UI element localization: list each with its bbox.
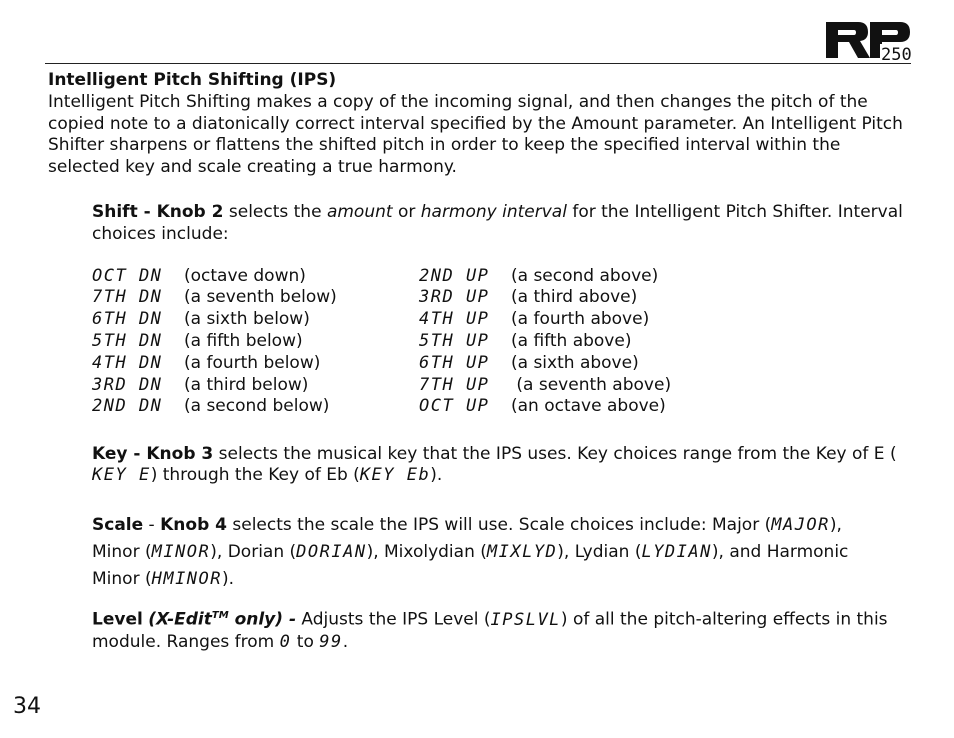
level-code: IPSLVL bbox=[490, 609, 561, 630]
interval-row: OCT DN (octave down) bbox=[92, 265, 306, 286]
interval-row: 2ND UP (a second above) bbox=[419, 265, 659, 286]
page-number: 34 bbox=[13, 694, 41, 719]
interval-row: 7TH DN (a seventh below) bbox=[92, 287, 337, 308]
interval-row: 7TH UP (a seventh above) bbox=[419, 374, 672, 395]
level-paragraph: Level (X-Edit™ only) - Adjusts the IPS Level (IPSLVL) of all the pitch-altering effects in this module. Ranges from 0 to 99. bbox=[92, 609, 888, 652]
logo-model-text: 250 bbox=[881, 45, 912, 64]
rp250-logo bbox=[824, 14, 914, 64]
interval-row: 3RD UP (a third above) bbox=[419, 287, 638, 308]
key-code-e: KEY E bbox=[92, 465, 151, 486]
shift-label: Shift - Knob 2 bbox=[92, 201, 224, 222]
interval-column-up bbox=[419, 266, 671, 419]
key-code-eb: KEY Eb bbox=[359, 465, 431, 486]
shift-paragraph: Shift - Knob 2 selects the amount or harmony interval for the Intelligent Pitch Shifter. Interval choices include: bbox=[92, 201, 903, 244]
interval-list bbox=[92, 266, 914, 420]
interval-column-down bbox=[92, 266, 337, 419]
scale-paragraph: Scale - Knob 4 selects the scale the IPS will use. Scale choices include: Major (MAJOR), Minor (MINOR), Dorian (DORIAN), Mixolydian (MIXLYD), Lydian (LYDIAN), and Harmonic Minor (HMINOR). bbox=[92, 515, 849, 590]
interval-row: 6TH UP (a sixth above) bbox=[419, 352, 639, 373]
section-title: Intelligent Pitch Shifting (IPS) bbox=[48, 70, 337, 90]
section-intro: Intelligent Pitch Shifting makes a copy of the incoming signal, and then changes the pitch of the copied note to a diatonically correct interval specified by the Amount parameter. An Intelligent Pitch Shifter sharpens or flattens the shifted pitch in order to keep the specified interval within the selected key and scale creating a true harmony. bbox=[48, 91, 903, 178]
interval-row: 3RD DN (a third below) bbox=[92, 374, 309, 395]
key-label: Key - Knob 3 bbox=[92, 443, 214, 464]
interval-row: 6TH DN (a sixth below) bbox=[92, 309, 310, 330]
page-content bbox=[48, 70, 914, 653]
header-rule bbox=[45, 63, 911, 64]
interval-row: 5TH DN (a fifth below) bbox=[92, 330, 303, 351]
key-paragraph: Key - Knob 3 selects the musical key that the IPS uses. Key choices range from the Key of E (KEY E) through the Key of Eb (KEY Eb). bbox=[92, 443, 897, 486]
level-label: Level bbox=[92, 609, 143, 630]
interval-row: 4TH UP (a fourth above) bbox=[419, 309, 650, 330]
interval-row: OCT UP (an octave above) bbox=[419, 396, 666, 417]
interval-row: 5TH UP (a fifth above) bbox=[419, 330, 632, 351]
scale-label: Scale bbox=[92, 515, 144, 536]
interval-row: 4TH DN (a fourth below) bbox=[92, 352, 321, 373]
interval-row: 2ND DN (a second below) bbox=[92, 396, 330, 417]
